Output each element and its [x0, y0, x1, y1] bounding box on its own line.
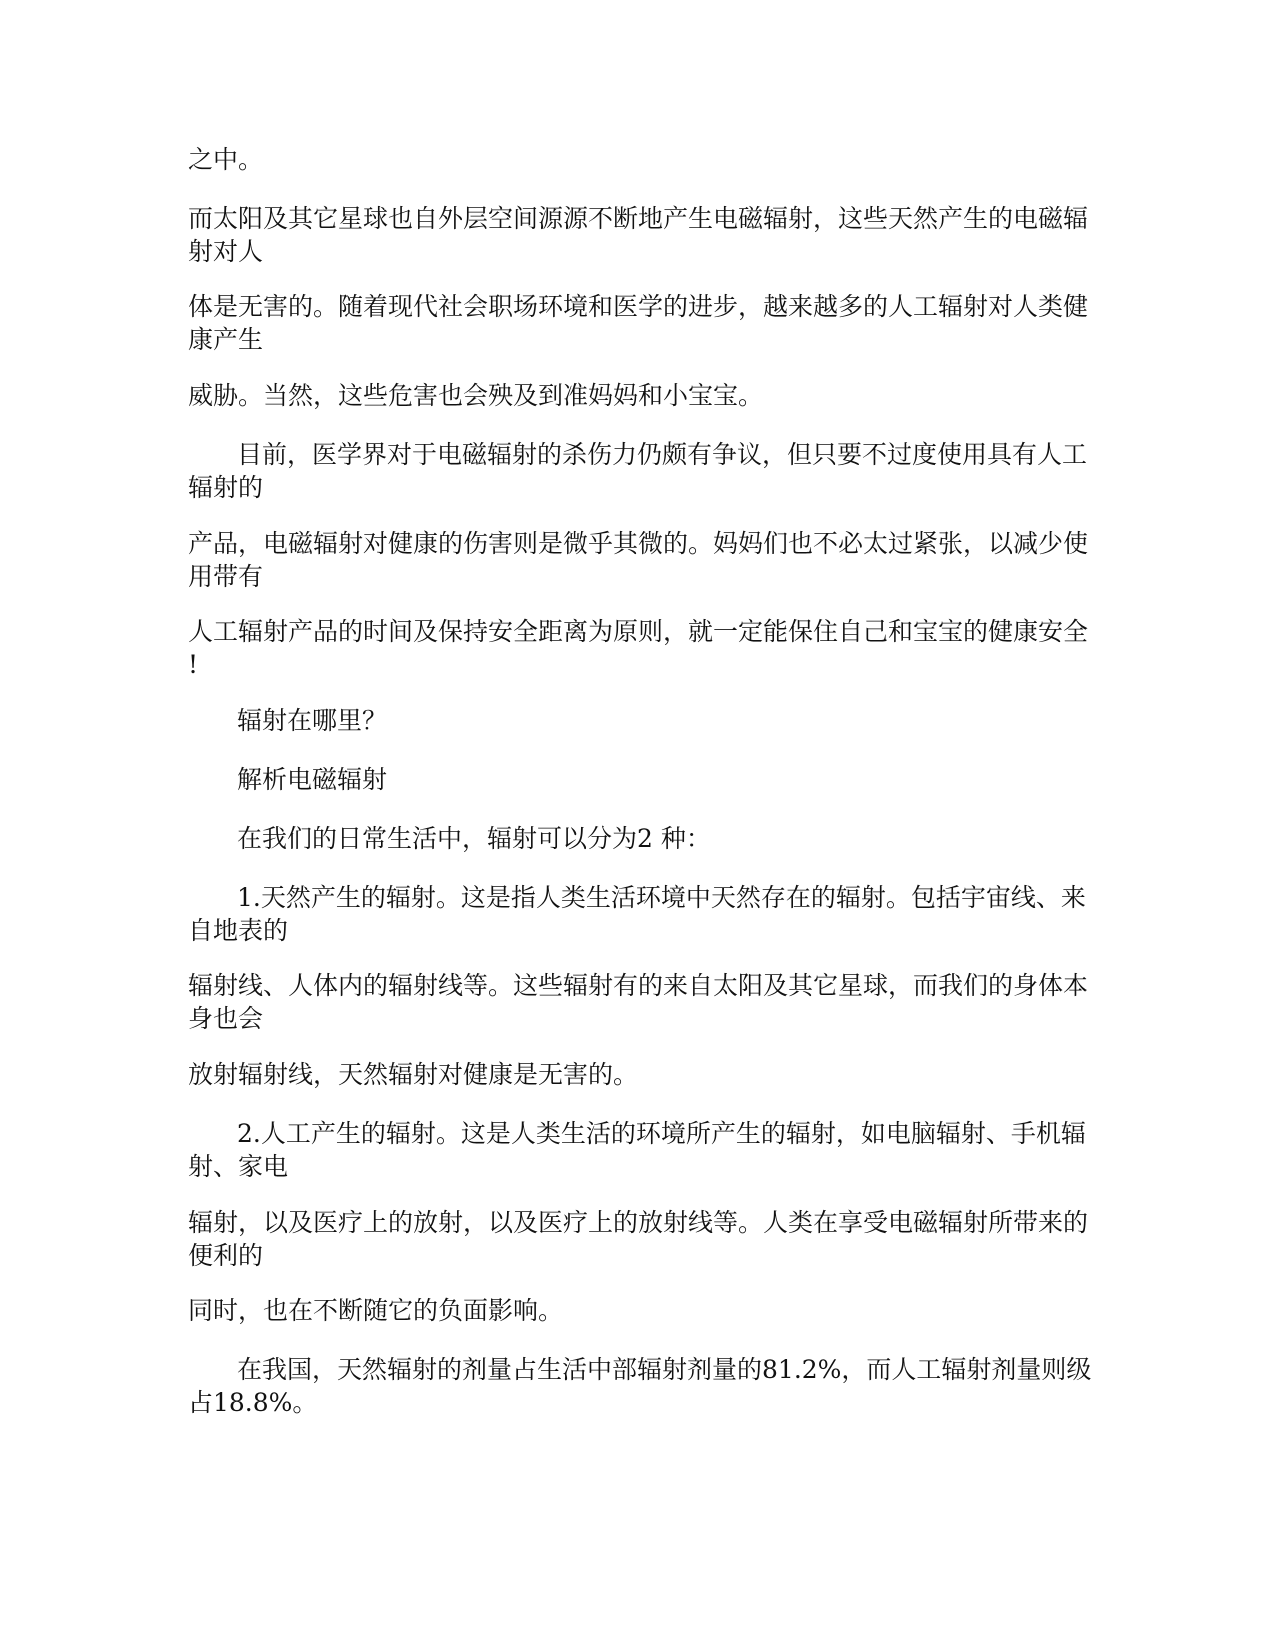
text-line: 解析电磁辐射: [237, 765, 388, 794]
text-line: 辐射的: [188, 473, 264, 502]
paragraph-2: [188, 202, 1088, 268]
text-line: 2.人工产生的辐射。这是人类生活的环境所产生的辐射，如电脑辐射、手机辐: [237, 1119, 1086, 1148]
text-line: 在我国，天然辐射的剂量占生活中部辐射剂量的81.2%，而人工辐射剂量则级: [237, 1355, 1092, 1384]
list-item-2: [188, 1117, 1088, 1183]
paragraph-15: [188, 1206, 1088, 1272]
text-line: 之中。: [188, 145, 264, 174]
text-line: 辐射线、人体内的辐射线等。这些辐射有的来自太阳及其它星球，而我们的身体本: [188, 971, 1089, 1000]
list-item-1: [188, 881, 1088, 947]
text-line: 而太阳及其它星球也自外层空间源源不断地产生电磁辐射，这些天然产生的电磁辐: [188, 204, 1089, 233]
text-line: 占18.8%。: [188, 1388, 318, 1417]
text-line: 便利的: [188, 1241, 264, 1270]
paragraph-1: [188, 143, 1088, 176]
text-line: !: [188, 650, 199, 679]
text-line: 辐射，以及医疗上的放射，以及医疗上的放射线等。人类在享受电磁辐射所带来的: [188, 1208, 1089, 1237]
paragraph-7: [188, 615, 1088, 681]
text-line: 身也会: [188, 1004, 264, 1033]
text-line: 目前，医学界对于电磁辐射的杀伤力仍颇有争议，但只要不过度使用具有人工: [237, 440, 1088, 469]
paragraph-16: [188, 1294, 1088, 1327]
text-line: 人工辐射产品的时间及保持安全距离为原则，就一定能保住自己和宝宝的健康安全: [188, 617, 1089, 646]
text-line: 射对人: [188, 237, 264, 266]
text-line: 在我们的日常生活中，辐射可以分为2 种：: [237, 824, 711, 853]
paragraph-17: [188, 1353, 1092, 1419]
text-line: 产品，电磁辐射对健康的伤害则是微乎其微的。妈妈们也不必太过紧张，以减少使: [188, 529, 1089, 558]
text-line: 放射辐射线，天然辐射对健康是无害的。: [188, 1060, 639, 1089]
paragraph-10: [237, 822, 1137, 855]
paragraph-12: [188, 969, 1088, 1035]
paragraph-13: [188, 1058, 1088, 1091]
text-line: 辐射在哪里？: [237, 706, 388, 735]
text-line: 康产生: [188, 325, 264, 354]
text-line: 同时，也在不断随它的负面影响。: [188, 1296, 564, 1325]
text-line: 1.天然产生的辐射。这是指人类生活环境中天然存在的辐射。包括宇宙线、来: [237, 883, 1086, 912]
text-line: 用带有: [188, 562, 264, 591]
paragraph-6: [188, 527, 1088, 593]
text-line: 射、家电: [188, 1152, 289, 1181]
paragraph-5: [188, 438, 1088, 504]
text-line: 威胁。当然，这些危害也会殃及到准妈妈和小宝宝。: [188, 381, 764, 410]
text-line: 体是无害的。随着现代社会职场环境和医学的进步，越来越多的人工辐射对人类健: [188, 292, 1089, 321]
section-heading-radiation-where: [237, 704, 1137, 737]
paragraph-3: [188, 290, 1088, 356]
text-line: 自地表的: [188, 916, 289, 945]
paragraph-4: [188, 379, 1088, 412]
section-heading-analysis: [237, 763, 1137, 796]
